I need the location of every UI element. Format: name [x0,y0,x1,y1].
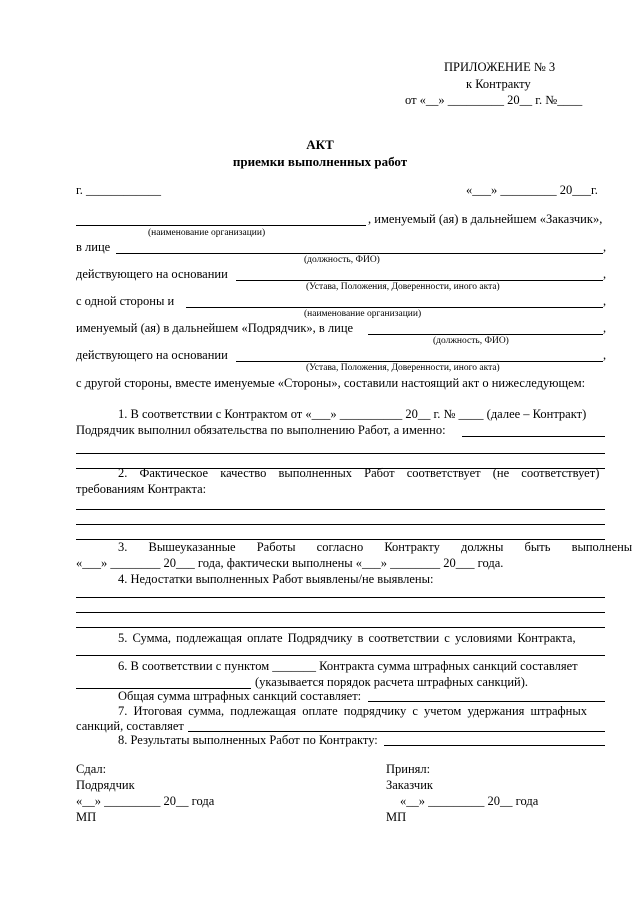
hint-basis-2: (Устава, Положения, Доверенности, иного акта) [306,363,500,373]
parties-conclusion: с другой стороны, вместе именуемые «Стороны», составили настоящий акт о нижеследующем: [76,376,586,390]
item-7-fill-line [188,731,605,732]
contractor-org-line [186,307,603,308]
hint-org-name-2: (наименование организации) [304,309,422,319]
item-2-line-1: 2. Фактическое качество выполненных Работ соответствует (не соответствует) [118,466,600,480]
item-6-line-1: 6. В соответствии с пунктом _______ Контракта сумма штрафных санкций составляет [118,659,578,673]
item-1-fill-line-b [76,453,605,454]
item-8-line-1: 8. Результаты выполненных Работ по Контракту: [118,733,378,747]
item-7-line-1: 7. Итоговая сумма, подлежащая оплате подрядчику с учетом удержания штрафных [118,704,587,718]
customer-designation: , именуемый (ая) в дальнейшем «Заказчик», [368,212,603,226]
item-6-line-2: (указывается порядок расчета штрафных санкций). [255,675,528,689]
hint-org-name: (наименование организации) [148,228,266,238]
item-1-fill-line-a [462,436,605,437]
sig-contractor-date: «__» _________ 20__ года [76,794,215,808]
item-4-fill-line-b [76,612,605,613]
label-acting-basis: действующего на основании [76,267,228,281]
sig-received-label: Принял: [386,762,431,776]
label-in-person: в лице [76,240,111,254]
item-5-line-1: 5. Сумма, подлежащая оплате Подрядчику в соответствии с условиями Контракта, [118,631,576,645]
act-title: АКТ [306,137,334,152]
contractor-basis-line [236,361,603,362]
comma-4: , [603,321,607,335]
item-5-fill-line [76,655,605,656]
label-one-side: с одной стороны и [76,294,175,308]
customer-basis-line [236,280,603,281]
hint-position-2: (должность, ФИО) [433,336,509,346]
item-2-fill-line-a [76,509,605,510]
contractor-representative-line [368,334,603,335]
sig-customer-label: Заказчик [386,778,433,792]
customer-org-line [76,225,366,226]
label-contractor-in-person: именуемый (ая) в дальнейшем «Подрядчик», в лице [76,321,354,335]
item-3-line-2: «___» ________ 20___ года, фактически выполнены «___» ________ 20___ года. [76,556,504,570]
item-4-fill-line-a [76,597,605,598]
customer-representative-line [116,253,603,254]
item-1-line-2: Подрядчик выполнил обязательства по выполнению Работ, а именно: [76,423,446,437]
item-4-fill-line-c [76,627,605,628]
appendix-number: ПРИЛОЖЕНИЕ № 3 [444,60,556,74]
act-date: «___» _________ 20___г. [466,183,598,197]
comma-2: , [603,267,607,281]
hint-position: (должность, ФИО) [304,255,380,265]
appendix-contract-ref: от «__» _________ 20__ г. №____ [405,93,583,107]
appendix-to-contract: к Контракту [466,77,531,91]
label-acting-basis-2: действующего на основании [76,348,228,362]
place-city: г. ____________ [76,183,161,197]
sig-customer-date: «__» _________ 20__ года [400,794,539,808]
comma-3: , [603,294,607,308]
comma-5: , [603,348,607,362]
sig-contractor-label: Подрядчик [76,778,135,792]
comma-1: , [603,240,607,254]
item-3-line-1: 3. Вышеуказанные Работы согласно Контракту должны быть выполнены [118,540,633,554]
sig-contractor-seal: МП [76,810,97,824]
item-6-total-line [368,701,605,702]
item-4-line-1: 4. Недостатки выполненных Работ выявлены/не выявлены: [118,572,434,586]
hint-basis: (Устава, Положения, Доверенности, иного акта) [306,282,500,292]
item-2-line-2: требованиям Контракта: [76,482,207,496]
item-6-total-label: Общая сумма штрафных санкций составляет: [118,689,362,703]
act-subtitle: приемки выполненных работ [232,154,408,169]
item-7-line-2: санкций, составляет [76,719,184,733]
item-2-fill-line-b [76,524,605,525]
sig-customer-seal: МП [386,810,407,824]
sig-handed-label: Сдал: [76,762,107,776]
item-8-fill-line [384,745,605,746]
item-1-line-1: 1. В соответствии с Контрактом от «___» __________ 20__ г. № ____ (далее – Контракт) [118,407,587,421]
